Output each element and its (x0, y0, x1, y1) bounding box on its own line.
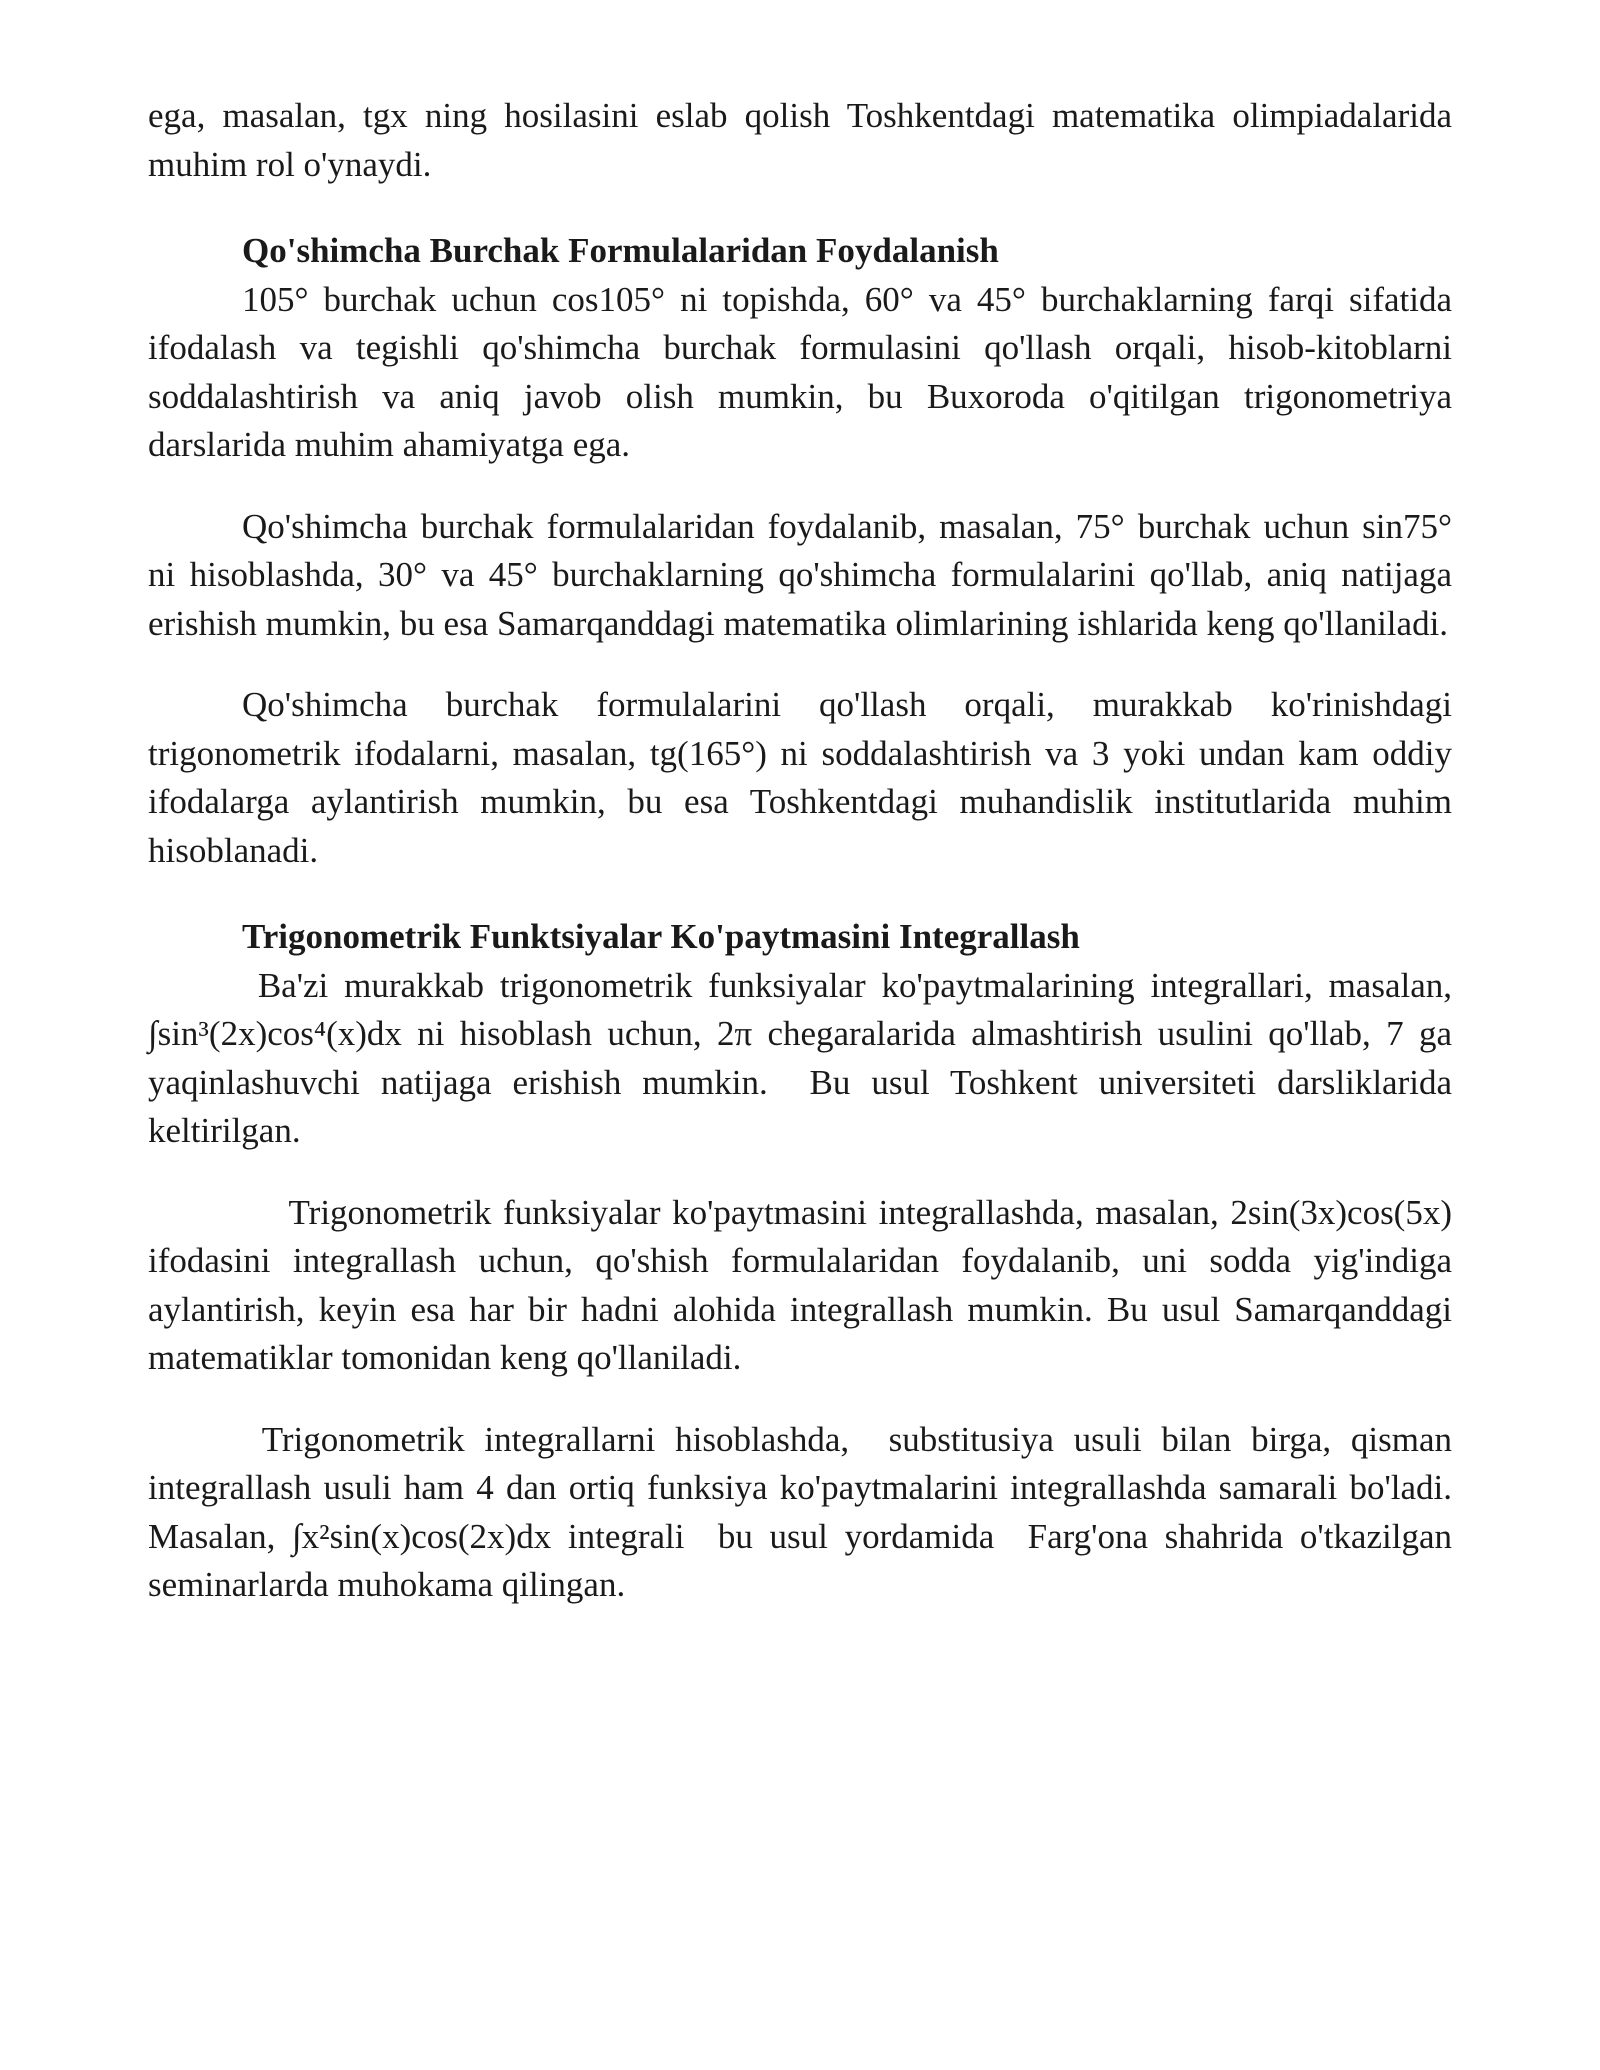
body-paragraph: Trigonometrik integrallarni hisoblashda, substitusiya usuli bilan birga, qisman integrallash usuli ham 4 dan ortiq funksiya ko'paytmalarini integrallashda samarali bo'ladi. Masalan, ∫x²sin(x)cos(2x)dx integrali bu usul yordamida Farg'ona shahrida o'tkazilgan seminarlarda muhokama qilingan. (148, 1419, 1470, 1604)
section-heading-trig-product-integration: Trigonometrik Funktsiyalar Ko'paytmasini Integrallash (242, 917, 1080, 956)
body-paragraph: Qo'shimcha burchak formulalarini qo'llash orqali, murakkab ko'rinishdagi trigonometrik ifodalarni, masalan, tg(165°) ni soddalashtirish va 3 yoki undan kam oddiy ifodalarga aylantirish mumkin, bu esa Toshkentdagi muhandislik institutlarida muhim hisoblanadi. (148, 685, 1452, 870)
document-page (148, 92, 1470, 1610)
intro-paragraph: ega, masalan, tgx ning hosilasini eslab qolish Toshkentdagi matematika olimpiadalarida muhim rol o'ynaydi. (148, 96, 1452, 184)
section-heading-additional-angle-formulas: Qo'shimcha Burchak Formulalaridan Foydalanish (242, 231, 999, 270)
body-paragraph: Qo'shimcha burchak formulalaridan foydalanib, masalan, 75° burchak uchun sin75° ni hisoblashda, 30° va 45° burchaklarning qo'shimcha formulalarini qo'llab, aniq natijaga erishish mumkin, bu esa Samarqanddagi matematika olimlarining ishlarida keng qo'llaniladi. (148, 506, 1452, 643)
body-paragraph: Trigonometrik funksiyalar ko'paytmasini integrallashda, masalan, 2sin(3x)cos(5x) ifodasini integrallash uchun, qo'shish formulalaridan foydalanib, uni sodda yig'indiga aylantirish, keyin esa har bir hadni alohida integrallash mumkin. Bu usul Samarqanddagi matematiklar tomonidan keng qo'llaniladi. (148, 1192, 1461, 1377)
body-paragraph: 105° burchak uchun cos105° ni topishda, 60° va 45° burchaklarning farqi sifatida ifodalash va tegishli qo'shimcha burchak formulasini qo'llash orqali, hisob-kitoblarni soddalashtirish va aniq javob olish mumkin, bu Buxoroda o'qitilgan trigonometriya darslarida muhim ahamiyatga ega. (148, 279, 1452, 464)
body-paragraph: Ba'zi murakkab trigonometrik funksiyalar ko'paytmalarining integrallari, masalan, ∫sin³(2x)cos⁴(x)dx ni hisoblash uchun, 2π chegaralarida almashtirish usulini qo'llab, 7 ga yaqinlashuvchi natijaga erishish mumkin. Bu usul Toshkent universiteti darsliklarida keltirilgan. (148, 965, 1461, 1150)
